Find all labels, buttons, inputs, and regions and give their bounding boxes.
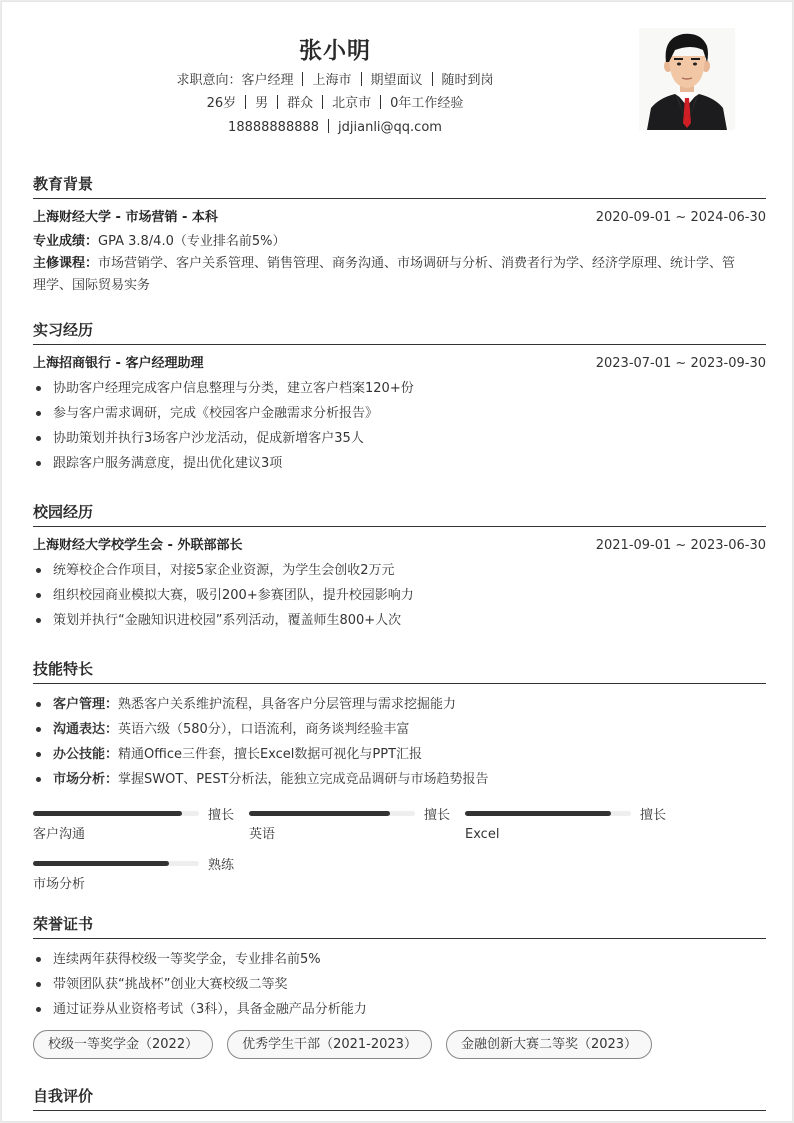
list-item: 策划并执行“金融知识进校园”系列活动，覆盖师生800+人次: [33, 608, 766, 633]
honors-bullets: [33, 947, 766, 1022]
divider: [361, 72, 362, 86]
list-item: 协助策划并执行3场客户沙龙活动，促成新增客户35人: [33, 426, 766, 451]
section-internship: [33, 319, 766, 476]
skill-bar: [33, 854, 249, 904]
gpa-line: [33, 231, 766, 253]
age: 26岁: [206, 96, 237, 111]
list-item: 参与客户需求调研，完成《校园客户金融需求分析报告》: [33, 401, 766, 426]
intent-city: 上海市: [312, 73, 352, 88]
skill-text: 掌握SWOT、PEST分析法，能独立完成竞品调研与市场趋势报告: [118, 772, 489, 787]
courses-value: 市场营销学、客户关系管理、销售管理、商务沟通、市场调研与分析、消费者行为学、经济学原理、统计学、管理学、国际贸易实务: [33, 256, 736, 293]
campus-entry-header: [33, 537, 766, 555]
skill-bar: [249, 804, 465, 854]
company-role: 上海招商银行 - 客户经理助理: [33, 356, 204, 371]
date-range: 2023-07-01 ~ 2023-09-30: [595, 356, 766, 371]
section-title: 教育背景: [33, 173, 766, 199]
avatar: [639, 28, 735, 130]
honor-tag: 金融创新大赛二等奖（2023）: [446, 1030, 652, 1059]
divider: [245, 95, 246, 109]
gender: 男: [255, 96, 269, 111]
honor-tag: 校级一等奖学金（2022）: [33, 1030, 213, 1059]
skill-level: 熟练: [208, 857, 235, 873]
skill-text: 精通Office三件套，擅长Excel数据可视化与PPT汇报: [118, 747, 423, 762]
skill-level: 擅长: [424, 807, 451, 823]
list-item: 通过证券从业资格考试（3科），具备金融产品分析能力: [33, 997, 766, 1022]
resume-page: [1, 1, 793, 1122]
divider: [328, 119, 329, 133]
school-major-degree: 上海财经大学 - 市场营销 - 本科: [33, 210, 218, 225]
education-entry-header: [33, 209, 766, 227]
skill-text: 英语六级（580分），口语流利，商务谈判经验丰富: [118, 722, 410, 737]
personal-info-line: [2, 95, 668, 113]
section-title: 荣誉证书: [33, 913, 766, 939]
skills-bullets: [33, 692, 766, 792]
section-honors: [33, 913, 766, 1059]
list-item: [33, 767, 766, 792]
section-education: [33, 173, 766, 297]
list-item: [33, 717, 766, 742]
internship-bullets: [33, 376, 766, 476]
resume-header: [2, 2, 794, 152]
phone: 18888888888: [228, 120, 320, 135]
section-title: 实习经历: [33, 319, 766, 345]
skill-level: 擅长: [640, 807, 667, 823]
email: jdjianli@qq.com: [338, 120, 442, 135]
section-title: 自我评价: [33, 1085, 766, 1111]
skill-bar: [465, 804, 681, 854]
availability: 随时到岗: [441, 73, 494, 88]
experience-years: 0年工作经验: [390, 96, 464, 111]
progress-track: [465, 811, 631, 816]
divider: [302, 72, 303, 86]
candidate-name: 张小明: [299, 38, 371, 64]
campus-bullets: [33, 558, 766, 633]
date-range: 2021-09-01 ~ 2023-06-30: [595, 538, 766, 553]
section-title: 校园经历: [33, 501, 766, 527]
honor-tags: [33, 1030, 766, 1059]
list-item: 组织校园商业模拟大赛，吸引200+参赛团队，提升校园影响力: [33, 583, 766, 608]
gpa-label: 专业成绩：: [33, 234, 99, 249]
job-intent: 求职意向：客户经理: [176, 73, 294, 88]
progress-fill: [249, 811, 390, 816]
list-item: 协助客户经理完成客户信息整理与分类，建立客户档案120+份: [33, 376, 766, 401]
list-item: 跟踪客户服务满意度，提出优化建议3项: [33, 451, 766, 476]
skill-name: 客户沟通: [33, 827, 86, 842]
section-campus: [33, 501, 766, 633]
skill-level: 擅长: [208, 807, 235, 823]
section-self-evaluation: [33, 1085, 766, 1111]
date-range: 2020-09-01 ~ 2024-06-30: [595, 210, 766, 225]
skill-label: 市场分析：: [53, 772, 119, 787]
section-skills: [33, 658, 766, 904]
skill-name: 英语: [249, 827, 276, 842]
section-title: 技能特长: [33, 658, 766, 684]
progress-track: [33, 811, 199, 816]
skill-name: Excel: [465, 827, 500, 842]
progress-track: [33, 861, 199, 866]
divider: [380, 95, 381, 109]
list-item: [33, 742, 766, 767]
honor-tag: 优秀学生干部（2021-2023）: [227, 1030, 432, 1059]
progress-fill: [33, 861, 169, 866]
progress-track: [249, 811, 415, 816]
courses-label: 主修课程：: [33, 256, 99, 271]
org-role: 上海财经大学校学生会 - 外联部部长: [33, 538, 243, 553]
skill-name: 市场分析: [33, 877, 86, 892]
skill-bar: [33, 804, 249, 854]
list-item: 带领团队获“挑战杯”创业大赛校级二等奖: [33, 972, 766, 997]
job-intent-line: [2, 72, 668, 90]
skill-label: 客户管理：: [53, 697, 119, 712]
gpa-value: GPA 3.8/4.0（专业排名前5%）: [98, 234, 286, 249]
hometown: 北京市: [332, 96, 372, 111]
divider: [322, 95, 323, 109]
political-status: 群众: [287, 96, 314, 111]
list-item: [33, 692, 766, 717]
progress-fill: [465, 811, 611, 816]
internship-entry-header: [33, 355, 766, 373]
skill-label: 沟通表达：: [53, 722, 119, 737]
progress-fill: [33, 811, 182, 816]
courses-line: [33, 253, 766, 297]
contact-line: [2, 119, 668, 137]
list-item: 连续两年获得校级一等奖学金，专业排名前5%: [33, 947, 766, 972]
skill-label: 办公技能：: [53, 747, 119, 762]
skill-level-bars: [33, 804, 766, 904]
skill-text: 熟悉客户关系维护流程，具备客户分层管理与需求挖掘能力: [118, 697, 457, 712]
list-item: 统筹校企合作项目，对接5家企业资源，为学生会创收2万元: [33, 558, 766, 583]
expected-salary: 期望面议: [370, 73, 423, 88]
avatar-illustration-icon: [639, 28, 735, 130]
divider: [277, 95, 278, 109]
divider: [432, 72, 433, 86]
